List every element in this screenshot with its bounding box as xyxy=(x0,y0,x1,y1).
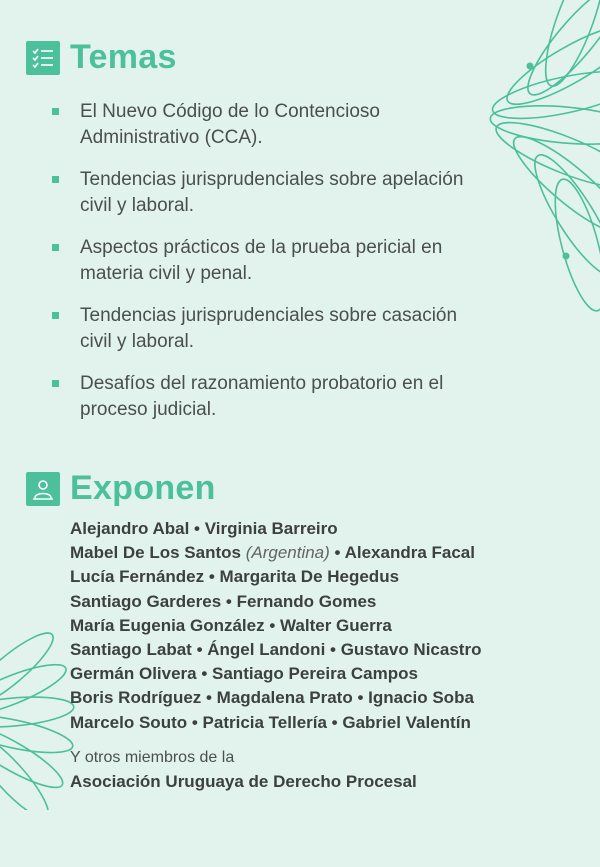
speaker-row xyxy=(70,565,590,589)
speaker-row xyxy=(70,541,590,565)
speaker-names: • Alexandra Facal xyxy=(329,543,475,563)
speaker-row xyxy=(70,686,590,710)
topic-item: Desafíos del razonamiento probatorio en el proceso judicial. xyxy=(52,371,472,423)
speaker-row xyxy=(70,638,590,662)
speaker-names: Alejandro Abal • Virginia Barreiro xyxy=(70,519,338,538)
exponen-title: Exponen xyxy=(70,469,216,507)
temas-title: Temas xyxy=(70,38,177,76)
organization-name: Asociación Uruguaya de Derecho Procesal xyxy=(70,772,417,791)
person-icon xyxy=(26,472,60,506)
others-block xyxy=(70,746,590,794)
speaker-note: (Argentina) xyxy=(245,543,330,563)
topic-item: Aspectos prácticos de la prueba pericial en materia civil y penal. xyxy=(52,235,472,287)
speaker-names: Santiago Labat • Ángel Landoni • Gustavo Nicastro xyxy=(70,640,482,660)
speaker-row xyxy=(70,711,590,735)
bullet-icon xyxy=(52,380,59,387)
speaker-names: Mabel De Los Santos xyxy=(70,543,246,563)
speaker-row xyxy=(70,614,590,638)
temas-heading xyxy=(26,38,177,77)
speaker-names: María Eugenia González • Walter Guerra xyxy=(70,615,392,635)
speaker-names: Boris Rodríguez • Magdalena Prato • Ignacio Soba xyxy=(70,688,474,708)
speakers-list xyxy=(70,517,590,735)
others-intro: Y otros miembros de la xyxy=(70,749,235,766)
topics-list xyxy=(52,99,472,439)
exponen-heading xyxy=(26,469,216,508)
bullet-icon xyxy=(52,312,59,319)
topic-item: Tendencias jurisprudenciales sobre casación civil y laboral. xyxy=(52,303,472,355)
bullet-icon xyxy=(52,108,59,115)
speaker-names: Santiago Garderes • Fernando Gomes xyxy=(70,591,377,611)
bullet-icon xyxy=(52,244,59,251)
speaker-names: Germán Olivera • Santiago Pereira Campos xyxy=(70,664,418,684)
speaker-names: Marcelo Souto • Patricia Tellería • Gabriel Valentín xyxy=(70,712,471,732)
bullet-icon xyxy=(52,176,59,183)
speaker-row xyxy=(70,517,590,541)
topic-item: El Nuevo Código de lo Contencioso Administrativo (CCA). xyxy=(52,99,472,151)
speaker-row xyxy=(70,662,590,686)
checklist-icon xyxy=(26,41,60,75)
topic-item: Tendencias jurisprudenciales sobre apelación civil y laboral. xyxy=(52,167,472,219)
speaker-names: Lucía Fernández • Margarita De Hegedus xyxy=(70,567,400,587)
speaker-row xyxy=(70,590,590,614)
